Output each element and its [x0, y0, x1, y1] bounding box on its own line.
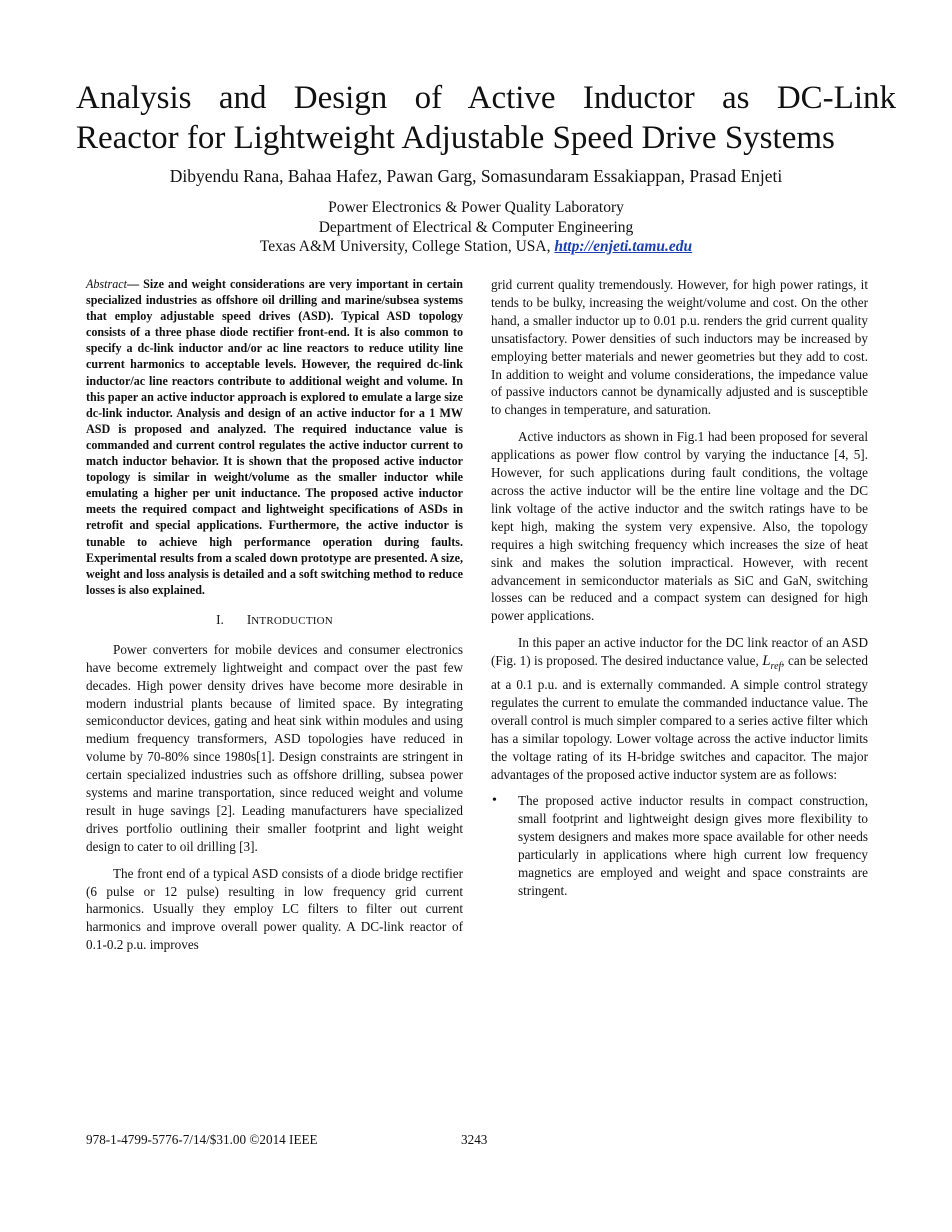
intro-paragraph-1: Power converters for mobile devices and consumer electronics have become extremely lightweight and compact over the past few decades. High power density drives have become more desirable in modern industrial plants because of limited space. By integrating semiconductor devices, gating and heat sink within modules and using medium frequency transformers, ASD topologies have reduced in volume by 70-80% since 1980s[1]. Design constraints are stringent in certain specialized industries such as offshore drilling, subsea power systems and marine transportation, since reduced weight and volume result in huge savings [2]. Leading manufacturers have specialized drives portfolio outlining their smaller footprint and light weight design to cater to oil drilling [3]. [86, 641, 463, 854]
affiliation-univ: Texas A&M University, College Station, USA, [259, 238, 555, 255]
section-heading-introduction [86, 611, 463, 631]
abstract-dash: — [126, 277, 144, 291]
affiliation-dept: Department of Electrical & Computer Engineering [318, 218, 634, 236]
lref-symbol [762, 653, 782, 673]
intro-paragraph-4: Active inductors as shown in Fig.1 had been proposed for several applications as power flow control by varying the inductance [4, 5]. However, for such applications during fault conditions, the voltage across the active inductor will be the entire line voltage and the DC link voltage of the active inductor and the switch ratings have to be kept high, making the system very expensive. Also, the topology requires a high switching frequency which increases the size of heat sink and makes the solution impractical. However, with recent advancement in semiconductor materials as SiC and GaN, switching losses can be reduced and a compact system can designed for high power applications. [491, 429, 868, 624]
paper-title [76, 78, 896, 158]
title-line-1: Analysis and Design of Active Inductor as DC-Link [76, 80, 896, 116]
list-item: • The proposed active inductor results in compact construction, small footprint and lightweight design gives more flexibility to system designers and makes more space available for other needs particularly in applications where high current low frequency magnetics are employed and weight and space constraints are stringent. [518, 792, 868, 899]
affiliation-lab: Power Electronics & Power Quality Laboratory [328, 199, 624, 216]
affiliation [0, 198, 952, 257]
advantages-list [491, 792, 868, 899]
author-list: Dibyendu Rana, Bahaa Hafez, Pawan Garg, Somasundaram Essakiappan, Prasad Enjeti [169, 166, 783, 186]
lref-letter: L [762, 653, 771, 670]
section-number: I. [216, 611, 224, 627]
footer-isbn: 978-1-4799-5776-7/14/$31.00 ©2014 IEEE [86, 1132, 318, 1147]
intro-paragraph-3: grid current quality tremendously. However, for high power ratings, it tends to be bulky, increasing the weight/volume and cost. On the other hand, a smaller inductor up to 0.01 p.u. renders the grid current quality unsatisfactory. Power densities of such inductors may be increased by employing better materials and newer geometries but they add to cost. In addition to weight and volume considerations, the impedance value of passive inductors cannot be dynamically adjusted and is susceptible to changes in temperature, and saturation. [491, 277, 868, 418]
para5-after: , can be selected at a 0.1 p.u. and is externally commanded. A simple control strategy regulates the current to emulate the commanded inductance value. The overall control is much simpler compared to a series active filter which has a similar topology. Lower voltage across the active inductor limits the voltage rating of its H-bridge switches and capacitor. The major advantages of the proposed active inductor system are as follows: [491, 653, 868, 782]
section-title-first-letter: I [246, 611, 252, 627]
affiliation-univ-line [0, 237, 952, 257]
intro-paragraph-2: The front end of a typical ASD consists of a diode bridge rectifier (6 pulse or 12 pulse) resulting in low frequency grid current harmonics. Usually they employ LC filters to filter out current harmonics and improve overall power quality. A DC-link reactor of 0.1-0.2 p.u. improves [86, 865, 463, 953]
abstract [86, 276, 463, 598]
abstract-label: Abstract [86, 277, 127, 291]
title-line-2: Reactor for Lightweight Adjustable Speed Drive Systems [76, 120, 835, 156]
left-column [86, 276, 463, 963]
para5-before: In this paper an active inductor for the DC link reactor of an ASD (Fig. 1) is proposed. The desired inductance value, [491, 635, 868, 669]
section-title-rest: NTRODUCTION [251, 614, 333, 627]
page-number: 3243 [461, 1132, 488, 1147]
intro-paragraph-5 [491, 634, 868, 783]
right-column [491, 276, 868, 900]
abstract-text: Size and weight considerations are very important in certain specialized industries as offshore oil drilling and marine/subsea systems that employ adjustable speed drives (ASD). Typical ASD topology consists of a three phase diode rectifier front-end. It is also common to specify a dc-link inductor and/or ac line reactors to reduce utility line current harmonics to acceptable levels. However, the required dc-link inductor/ac line reactors contribute to additional weight and volume. In this paper an active inductor approach is explored to emulate a large size dc-link inductor. Analysis and design of an active inductor for a 1 MW ASD is proposed and analyzed. The required inductance value is commanded and current control regulates the active inductor current to match inductor behavior. It is shown that the proposed active inductor topology is similar in weight/volume as the smaller inductor while emulating a higher per unit inductance. The proposed active inductor meets the required compact and lightweight specifications of ASDs in retrofit and special applications. Furthermore, the active inductor is tunable to achieve high performance operation during faults. Experimental results from a scaled down prototype are presented. A size, weight and loss analysis is detailed and a soft switching method to reduce losses is also explained. [86, 277, 464, 597]
lab-url-link[interactable]: http://enjeti.tamu.edu [554, 238, 693, 255]
lref-subscript: ref [770, 661, 782, 673]
